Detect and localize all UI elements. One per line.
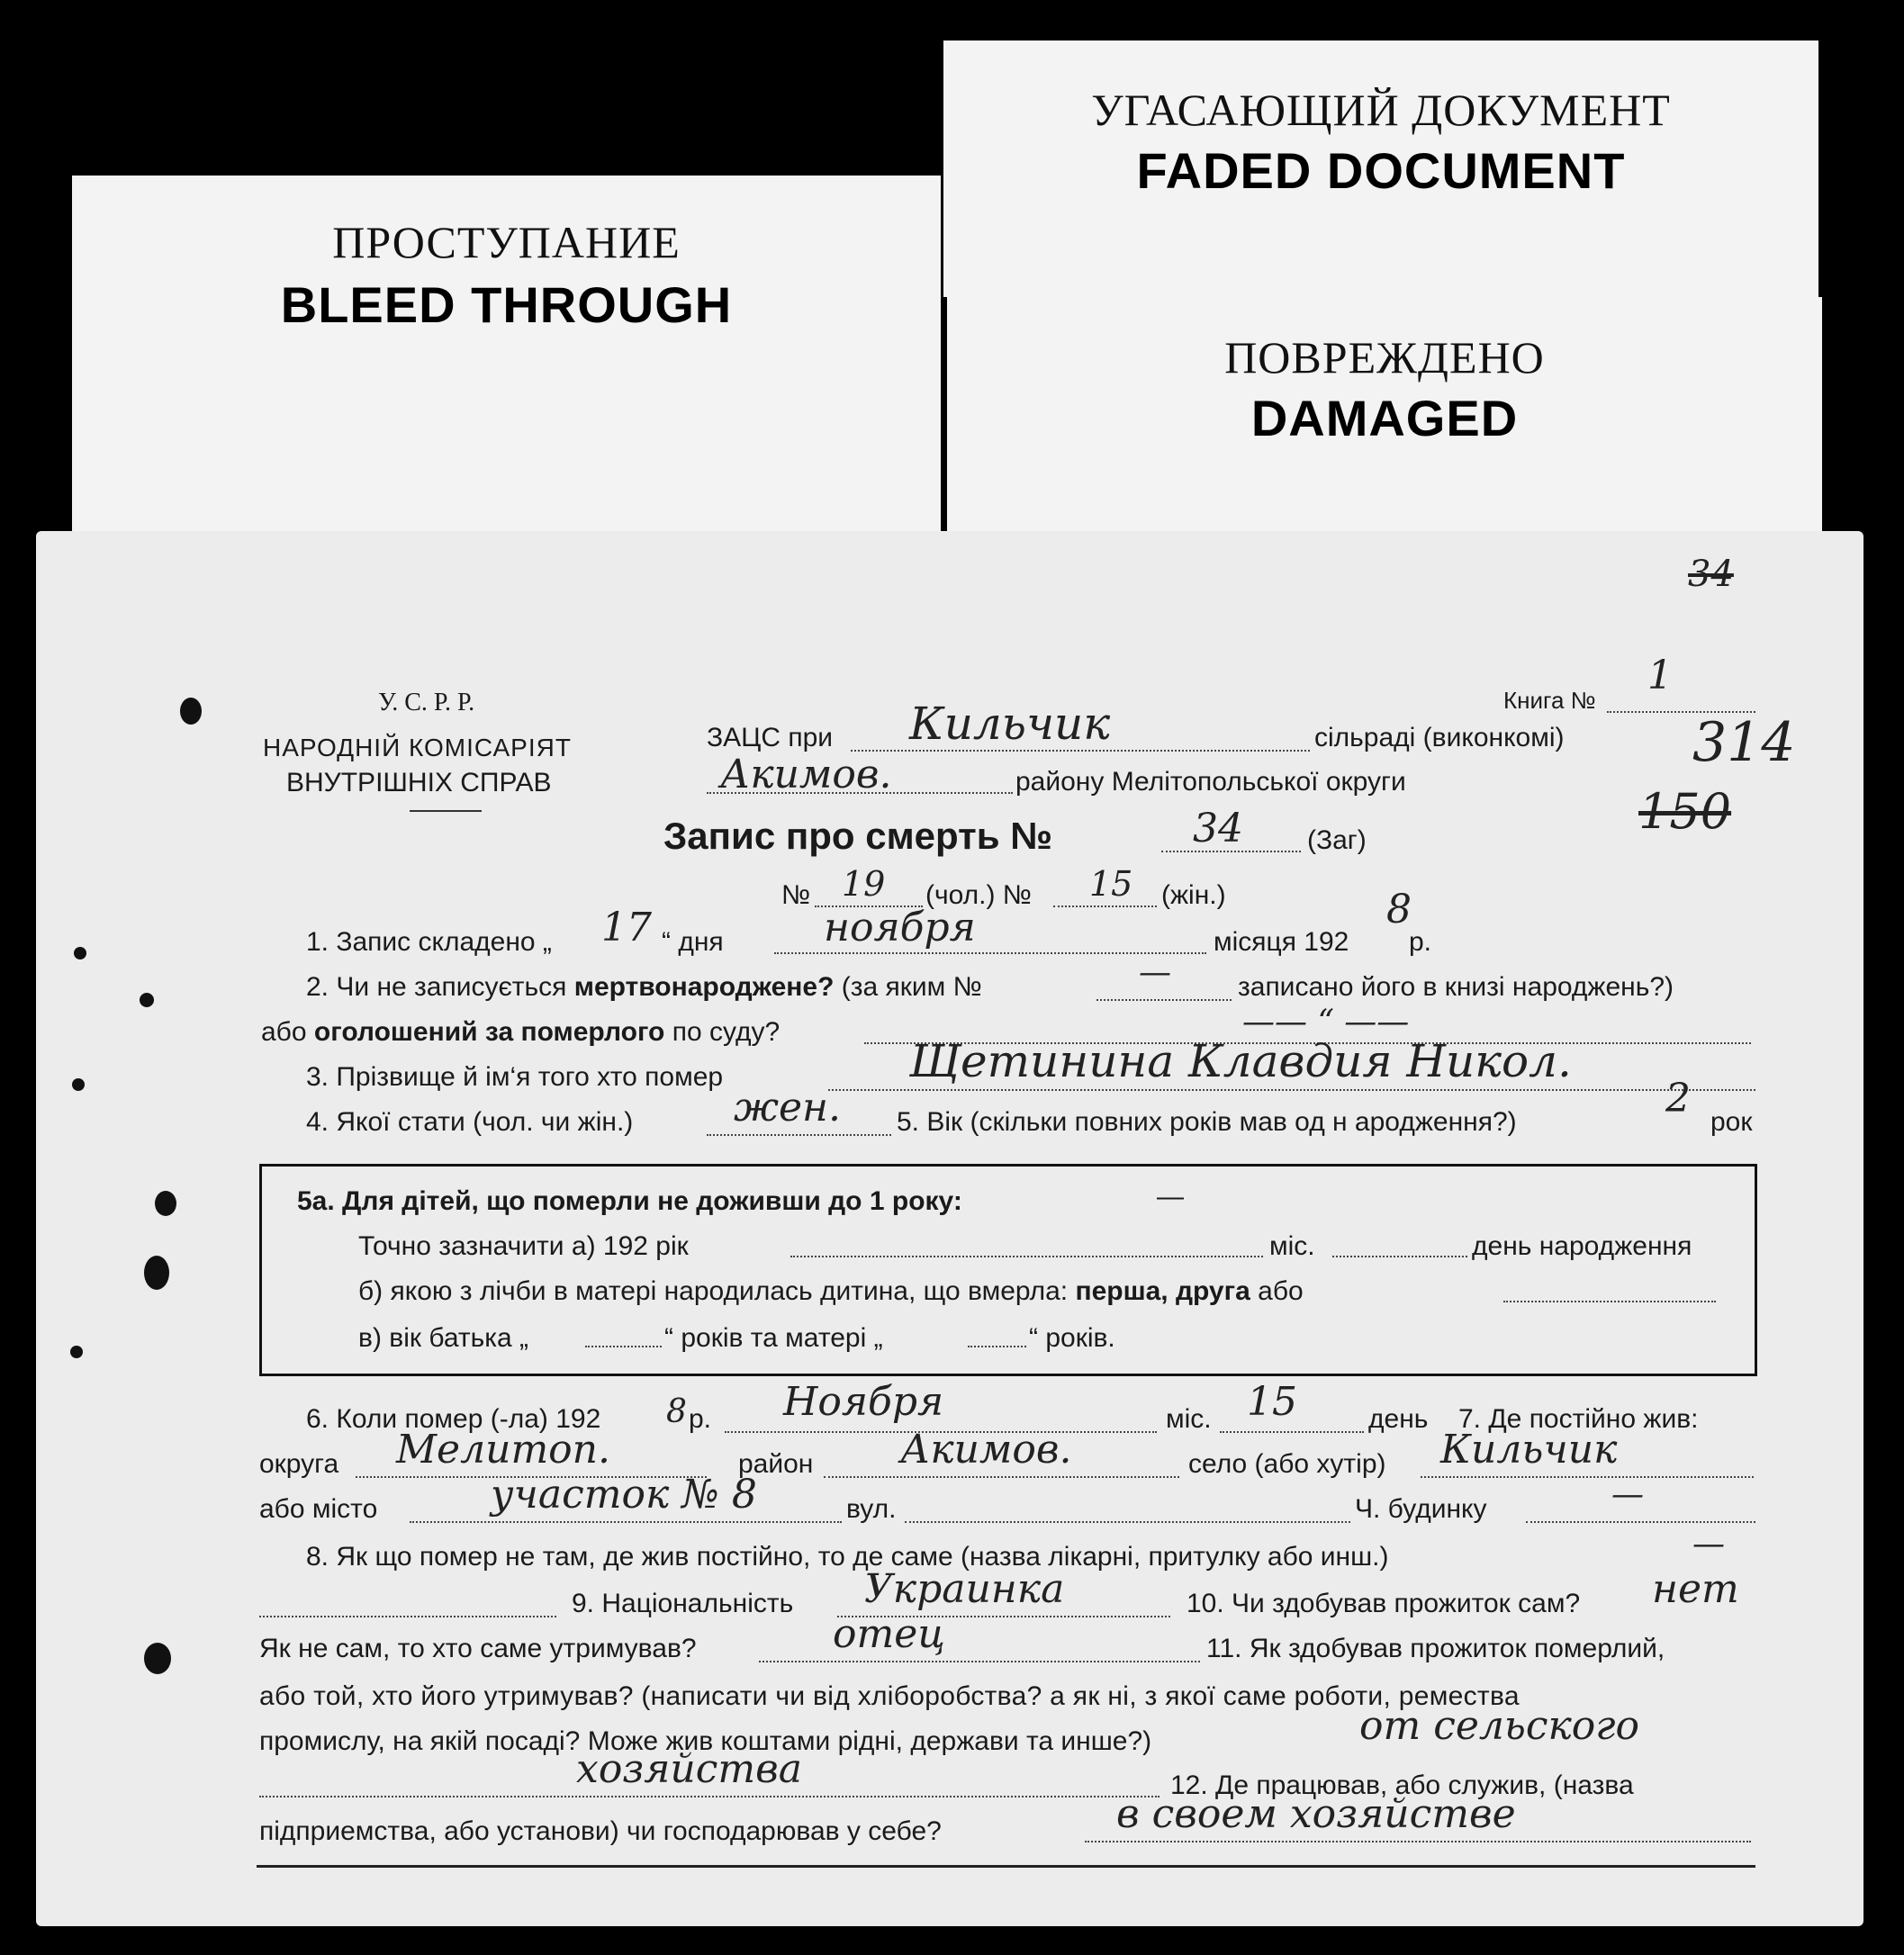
f5a-mis: міс. xyxy=(1269,1231,1315,1261)
book-label: Книга № xyxy=(1503,687,1596,714)
header-commissariat: НАРОДНІЙ КОМІСАРІЯТ xyxy=(263,734,572,761)
budynku-line xyxy=(1526,1521,1755,1523)
f3-value: Щетинина Клавдия Никол. xyxy=(909,1035,1572,1087)
bleed-through-card xyxy=(72,176,941,536)
f6-day: 15 xyxy=(1247,1379,1297,1425)
f2-tail: записано його в книзі народжень?) xyxy=(1238,972,1674,1002)
f2b-pre: або xyxy=(261,1017,307,1047)
faded-document-ru: УГАСАЮЩИЙ ДОКУМЕНТ xyxy=(1091,85,1671,135)
f5a-year-line xyxy=(790,1256,1263,1257)
damaged-en: DAMAGED xyxy=(1250,390,1519,446)
f5a-father-line xyxy=(585,1346,662,1347)
record-title: Запис про смерть № xyxy=(663,815,1052,857)
selo-line xyxy=(1421,1476,1754,1478)
f2-line xyxy=(1096,999,1232,1001)
misto-line xyxy=(410,1521,842,1523)
f1-month-label: місяця 192 xyxy=(1214,927,1349,957)
num-female-value: 15 xyxy=(1089,864,1133,904)
f2-label xyxy=(306,972,982,1003)
punch-hole xyxy=(155,1191,176,1216)
f6-mis: міс. xyxy=(1166,1404,1212,1434)
num-male-label: (чол.) № xyxy=(925,880,1032,910)
f11-label: 11. Як здобував прожиток померлий, xyxy=(1206,1634,1665,1663)
f7-label: 7. Де постійно жив: xyxy=(1458,1404,1699,1434)
f6-r: р. xyxy=(689,1404,712,1434)
selo-label: село (або хутір) xyxy=(1188,1449,1386,1479)
f9-label: 9. Національність xyxy=(572,1589,794,1618)
f2b-rest: по суду? xyxy=(672,1017,781,1047)
f1-year: 8 xyxy=(1386,887,1412,932)
f5a-line2-bold: перша, друга xyxy=(1075,1276,1250,1306)
f5a-mis-line xyxy=(1332,1256,1467,1257)
faded-document-card xyxy=(943,41,1818,297)
punch-hole xyxy=(72,1078,85,1091)
misto-label: або місто xyxy=(259,1494,378,1524)
f1-day: 17 xyxy=(601,905,652,950)
f1-month: ноября xyxy=(824,905,976,950)
f5-value: 2 xyxy=(1665,1076,1691,1122)
record-zag: (Заг) xyxy=(1307,825,1367,855)
f12-label: 12. Де працював, або служив, (назва xyxy=(1170,1770,1634,1800)
record-number-line xyxy=(1161,851,1301,852)
f5a-mother-line xyxy=(968,1346,1026,1347)
f2b-value: —— “ —— xyxy=(1242,1004,1410,1041)
f8-line xyxy=(259,1616,556,1617)
f5a-label: 5а. Для дітей, що померли не доживши до 1 року: xyxy=(297,1186,962,1216)
f3-label: 3. Прізвище й ім‘я того хто помер xyxy=(306,1062,724,1092)
okruga-label: округа xyxy=(259,1449,339,1479)
book-value: 1 xyxy=(1647,653,1673,698)
corner-number: 34 xyxy=(1688,554,1734,595)
record-number: 34 xyxy=(1193,806,1243,851)
silrada-label: сільраді (виконкомі) xyxy=(1314,723,1565,752)
zatso-label: ЗАЦС при xyxy=(707,723,834,752)
f8-label: 8. Як що помер не там, де жив постійно, то де саме (назва лікарні, притулку або инш.) xyxy=(306,1542,1389,1572)
f1-label: 1. Запис складено „ xyxy=(306,927,552,957)
zatso-line xyxy=(851,750,1310,752)
budynku-label: Ч. будинку xyxy=(1355,1494,1487,1524)
f11-line xyxy=(259,1796,1160,1797)
budynku-value: — xyxy=(1611,1476,1644,1513)
num-male-value: 19 xyxy=(842,864,886,904)
f5a-day: день народження xyxy=(1472,1231,1692,1261)
f11-line3: промислу, на якій посаді? Може жив коштами рідні, держави та инше?) xyxy=(259,1726,1152,1756)
misto-value: участок № 8 xyxy=(491,1472,757,1518)
rayon2-label: район xyxy=(738,1449,814,1479)
faded-document-en: FADED DOCUMENT xyxy=(1136,142,1626,199)
punch-hole xyxy=(144,1256,169,1290)
f1-day-label: “ дня xyxy=(662,927,724,957)
rayon-label: району Мелітопольської округи xyxy=(1015,767,1406,797)
f11-line2: або той, хто його утримував? (написати чи від хліборобства? а як ні, з якої саме роботи, ремества xyxy=(259,1681,1520,1711)
bleed-through-ru: ПРОСТУПАНИЕ xyxy=(332,217,681,267)
f4-line xyxy=(707,1134,891,1136)
punch-hole xyxy=(74,947,86,959)
f5-tail: рок xyxy=(1710,1107,1753,1137)
f2-bold: мертвонароджене? xyxy=(573,972,835,1002)
f2-rest: (за яким № xyxy=(841,972,982,1002)
rayon-value: Акимов. xyxy=(720,752,892,797)
punch-hole xyxy=(140,993,154,1007)
f6-year: 8 xyxy=(666,1393,687,1430)
rayon2-line xyxy=(824,1476,1179,1478)
f12-line xyxy=(1085,1841,1751,1842)
num-female-label: (жін.) xyxy=(1161,880,1226,910)
f12-line2: підприемства, або установи) чи господарював у себе? xyxy=(259,1816,942,1846)
f6-label: 6. Коли помер (-ла) 192 xyxy=(306,1404,601,1434)
f6-month: Ноября xyxy=(783,1379,944,1425)
f11-value2: хозяйства xyxy=(576,1746,802,1792)
damaged-card xyxy=(947,297,1822,538)
punch-hole xyxy=(70,1346,83,1358)
f5a-dash: — xyxy=(1157,1182,1184,1212)
f5a-order-line xyxy=(1503,1301,1716,1302)
f5a-line3-tail: “ років. xyxy=(1029,1323,1115,1353)
f2-label-text: 2. Чи не записується xyxy=(306,972,567,1002)
f5a-line1: Точно зазначити а) 192 рік xyxy=(358,1231,689,1261)
punch-hole xyxy=(144,1643,171,1674)
bottom-rule xyxy=(257,1865,1755,1868)
f1-year-label: р. xyxy=(1409,927,1432,957)
f2b-label xyxy=(261,1017,780,1048)
num-female-line xyxy=(1053,905,1157,907)
f5a-line2 xyxy=(358,1276,1304,1307)
f4-label: 4. Якої стати (чол. чи жін.) xyxy=(306,1107,634,1137)
f3-line xyxy=(828,1089,1755,1091)
margin-150: 150 xyxy=(1638,783,1732,840)
bleed-through-en: BLEED THROUGH xyxy=(280,276,733,333)
f10-label: 10. Чи здобував прожиток сам? xyxy=(1187,1589,1581,1618)
zatso-value: Кильчик xyxy=(909,698,1111,750)
f10b-label: Як не сам, то хто саме утримував? xyxy=(259,1634,697,1663)
f11-value1: от сельского xyxy=(1359,1703,1639,1749)
f6-day-line xyxy=(1220,1431,1364,1433)
f6-day-label: день xyxy=(1368,1404,1429,1434)
f2b-bold: оголошений за померлого xyxy=(313,1017,665,1047)
f5a-line3-mid: “ років та матері „ xyxy=(664,1323,883,1353)
num-label: № xyxy=(781,880,811,910)
f4-value: жен. xyxy=(734,1085,842,1131)
okruga-value: Мелитоп. xyxy=(396,1427,610,1473)
f9-value: Украинка xyxy=(864,1566,1065,1612)
header-affairs: ВНУТРІШНІХ СПРАВ xyxy=(286,768,552,797)
f10b-line xyxy=(759,1661,1200,1662)
f5-label: 5. Вік (скільки повних років мав од н ародження?) xyxy=(897,1107,1517,1137)
header-rule xyxy=(410,810,482,812)
punch-hole xyxy=(180,698,202,725)
selo-value: Кильчик xyxy=(1440,1427,1618,1473)
vul-line xyxy=(905,1521,1350,1523)
f5a-line2-tail: або xyxy=(1258,1276,1304,1306)
f5a-line3: в) вік батька „ xyxy=(358,1323,529,1353)
f2-value: — xyxy=(1139,954,1171,991)
header-usrr: У. С. Р. Р. xyxy=(378,689,475,716)
vul-label: вул. xyxy=(846,1494,897,1524)
margin-314: 314 xyxy=(1692,711,1796,774)
f12-value: в своем хозяйстве xyxy=(1116,1791,1516,1837)
f8-value: — xyxy=(1692,1526,1725,1563)
damaged-ru: ПОВРЕЖДЕНО xyxy=(1224,332,1545,383)
rayon-line xyxy=(707,792,1013,794)
f10-value: нет xyxy=(1652,1566,1739,1612)
rayon2-value: Акимов. xyxy=(900,1427,1072,1473)
f10b-value: отец xyxy=(833,1611,945,1657)
f5a-line2-text: б) якою з лічби в матері народилась дитина, що вмерла: xyxy=(358,1276,1069,1306)
